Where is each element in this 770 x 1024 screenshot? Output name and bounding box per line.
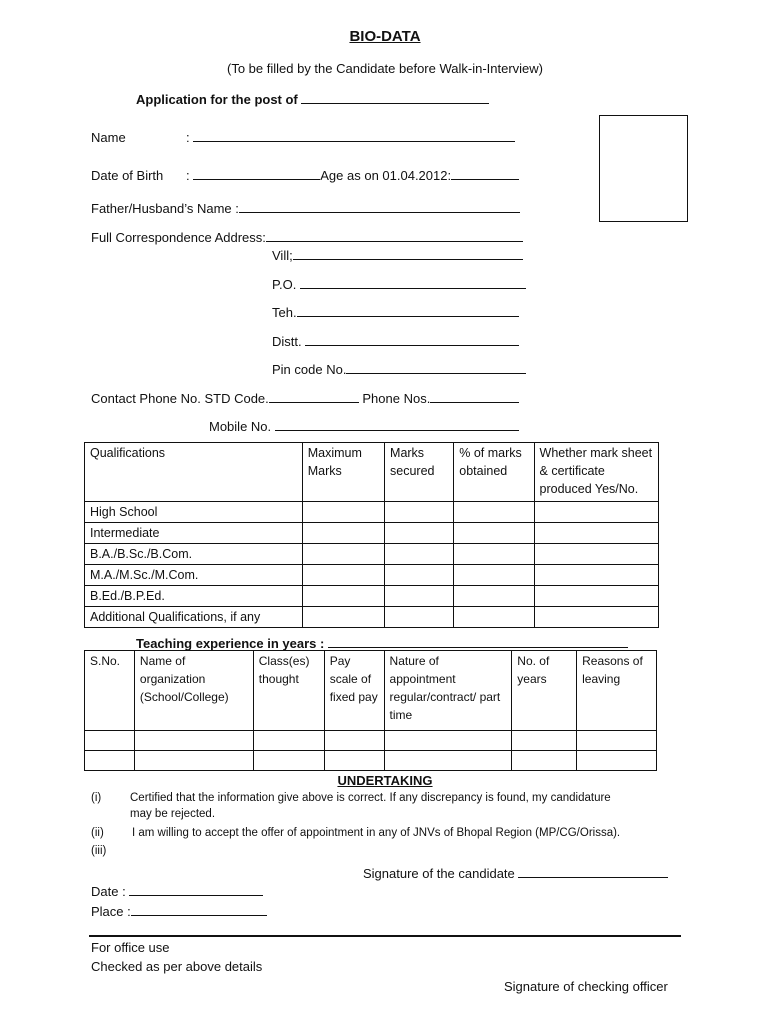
officer-signature-label: Signature of checking officer — [504, 979, 668, 994]
cell-certificate[interactable] — [534, 586, 658, 607]
teh-label: Teh. — [272, 305, 297, 320]
header-percent-marks: % of marks obtained — [454, 443, 534, 502]
phone-nos-label: Phone Nos. — [362, 391, 431, 406]
qualification-row — [85, 565, 659, 586]
name-label: Name — [91, 130, 126, 145]
cell-max-marks[interactable] — [302, 586, 384, 607]
office-use-label: For office use — [91, 940, 170, 955]
qualification-name: Additional Qualifications, if any — [85, 607, 303, 628]
teaching-experience-field[interactable] — [328, 633, 628, 648]
qualification-row — [85, 607, 659, 628]
application-post-row — [136, 89, 489, 107]
application-post-field[interactable] — [301, 89, 489, 104]
name-field[interactable] — [193, 127, 515, 142]
header-certificate-produced: Whether mark sheet & certificate produced Yes/No. — [534, 443, 658, 502]
place-field[interactable] — [131, 901, 267, 916]
vill-field[interactable] — [293, 245, 523, 260]
date-row — [91, 881, 263, 899]
cell-certificate[interactable] — [534, 544, 658, 565]
undertaking-title: UNDERTAKING — [337, 773, 433, 788]
experience-header-row — [85, 651, 657, 731]
cell-certificate[interactable] — [534, 607, 658, 628]
father-field[interactable] — [239, 198, 520, 213]
experience-cell[interactable] — [134, 751, 253, 771]
cell-percent[interactable] — [454, 607, 534, 628]
mobile-field[interactable] — [275, 416, 519, 431]
header-classes: Class(es) thought — [253, 651, 324, 731]
distt-label: Distt. — [272, 334, 302, 349]
qualification-name: High School — [85, 502, 303, 523]
cell-marks-secured[interactable] — [385, 607, 454, 628]
phone-nos-field[interactable] — [430, 388, 519, 403]
qualification-name: Intermediate — [85, 523, 303, 544]
cell-marks-secured[interactable] — [385, 565, 454, 586]
qualification-name: B.Ed./B.P.Ed. — [85, 586, 303, 607]
father-label: Father/Husband’s Name : — [91, 201, 239, 216]
page-title: BIO-DATA — [349, 28, 421, 45]
distt-field[interactable] — [305, 331, 519, 346]
vill-label: Vill; — [272, 248, 293, 263]
photo-box — [599, 115, 688, 222]
age-label: Age as on 01.04.2012: — [320, 168, 452, 183]
std-code-field[interactable] — [269, 388, 359, 403]
dob-row — [91, 165, 519, 183]
father-row — [91, 198, 520, 216]
dob-label: Date of Birth — [91, 168, 164, 183]
qualifications-header-row — [85, 443, 659, 502]
header-appointment-nature: Nature of appointment regular/contract/ part time — [384, 651, 512, 731]
pin-field[interactable] — [346, 359, 526, 374]
std-code-label: Contact Phone No. STD Code. — [91, 391, 269, 406]
vill-row — [272, 245, 523, 263]
experience-table — [84, 650, 657, 771]
experience-cell[interactable] — [384, 751, 512, 771]
undertaking-item-num: (ii) — [91, 827, 104, 839]
pin-label: Pin code No. — [272, 362, 347, 377]
cell-certificate[interactable] — [534, 565, 658, 586]
cell-percent[interactable] — [454, 586, 534, 607]
name-row — [91, 127, 515, 145]
experience-cell[interactable] — [577, 731, 657, 751]
qualifications-table — [84, 442, 659, 628]
experience-cell[interactable] — [85, 731, 135, 751]
experience-cell[interactable] — [253, 751, 324, 771]
cell-marks-secured[interactable] — [385, 502, 454, 523]
address-label: Full Correspondence Address: — [91, 230, 266, 245]
header-organization: Name of organization (School/College) — [134, 651, 253, 731]
experience-cell[interactable] — [324, 731, 384, 751]
dob-colon: : — [186, 168, 190, 183]
po-label: P.O. — [272, 277, 297, 292]
age-field[interactable] — [451, 165, 519, 180]
cell-max-marks[interactable] — [302, 502, 384, 523]
qualification-row — [85, 523, 659, 544]
qualification-row — [85, 586, 659, 607]
experience-cell[interactable] — [512, 731, 577, 751]
mobile-label: Mobile No. — [209, 419, 272, 434]
cell-certificate[interactable] — [534, 523, 658, 544]
cell-marks-secured[interactable] — [385, 523, 454, 544]
cell-marks-secured[interactable] — [385, 544, 454, 565]
undertaking-item-text-cont: may be rejected. — [130, 808, 216, 820]
candidate-signature-row — [363, 863, 668, 881]
name-colon: : — [186, 130, 190, 145]
undertaking-item-num: (i) — [91, 792, 102, 804]
teh-field[interactable] — [297, 302, 519, 317]
qualification-row — [85, 502, 659, 523]
place-label: Place : — [91, 904, 131, 919]
teaching-experience-label: Teaching experience in years : — [136, 636, 325, 651]
subtitle: (To be filled by the Candidate before Walk-in-Interview) — [227, 61, 543, 76]
teaching-experience-row — [136, 633, 628, 651]
cell-max-marks[interactable] — [302, 565, 384, 586]
teh-row — [272, 302, 519, 320]
mobile-row — [209, 416, 519, 434]
cell-max-marks[interactable] — [302, 544, 384, 565]
candidate-signature-field[interactable] — [518, 863, 668, 878]
header-reasons: Reasons of leaving — [577, 651, 657, 731]
experience-cell[interactable] — [577, 751, 657, 771]
cell-percent[interactable] — [454, 565, 534, 586]
distt-row — [272, 331, 519, 349]
pin-row — [272, 359, 526, 377]
qualification-name: B.A./B.Sc./B.Com. — [85, 544, 303, 565]
cell-max-marks[interactable] — [302, 607, 384, 628]
cell-certificate[interactable] — [534, 502, 658, 523]
cell-marks-secured[interactable] — [385, 586, 454, 607]
po-row — [272, 274, 526, 292]
qualification-row — [85, 544, 659, 565]
place-row — [91, 901, 267, 919]
dob-field[interactable] — [193, 165, 320, 180]
experience-cell[interactable] — [512, 751, 577, 771]
experience-row — [85, 731, 657, 751]
experience-cell[interactable] — [324, 751, 384, 771]
cell-percent[interactable] — [454, 523, 534, 544]
header-years: No. of years — [512, 651, 577, 731]
checked-details-label: Checked as per above details — [91, 959, 263, 974]
candidate-signature-label: Signature of the candidate — [363, 866, 515, 881]
qualification-name: M.A./M.Sc./M.Com. — [85, 565, 303, 586]
po-field[interactable] — [300, 274, 526, 289]
header-maximum-marks: Maximum Marks — [302, 443, 384, 502]
date-label: Date : — [91, 884, 126, 899]
undertaking-item-num: (iii) — [91, 845, 107, 857]
contact-row — [91, 388, 519, 406]
header-marks-secured: Marks secured — [385, 443, 454, 502]
experience-cell[interactable] — [134, 731, 253, 751]
header-pay-scale: Pay scale of fixed pay — [324, 651, 384, 731]
cell-percent[interactable] — [454, 502, 534, 523]
header-sno: S.No. — [85, 651, 135, 731]
experience-row — [85, 751, 657, 771]
office-use-divider — [89, 935, 681, 937]
experience-cell[interactable] — [85, 751, 135, 771]
undertaking-item-text: Certified that the information give above is correct. If any discrepancy is found, my candidature — [130, 792, 611, 804]
cell-percent[interactable] — [454, 544, 534, 565]
experience-cell[interactable] — [253, 731, 324, 751]
experience-cell[interactable] — [384, 731, 512, 751]
address-field[interactable] — [266, 227, 523, 242]
address-row — [91, 227, 523, 245]
application-post-label: Application for the post of — [136, 92, 298, 107]
date-field[interactable] — [129, 881, 263, 896]
cell-max-marks[interactable] — [302, 523, 384, 544]
undertaking-item-text: I am willing to accept the offer of appointment in any of JNVs of Bhopal Region (MP/CG/Orissa). — [132, 827, 621, 839]
header-qualifications: Qualifications — [85, 443, 303, 502]
